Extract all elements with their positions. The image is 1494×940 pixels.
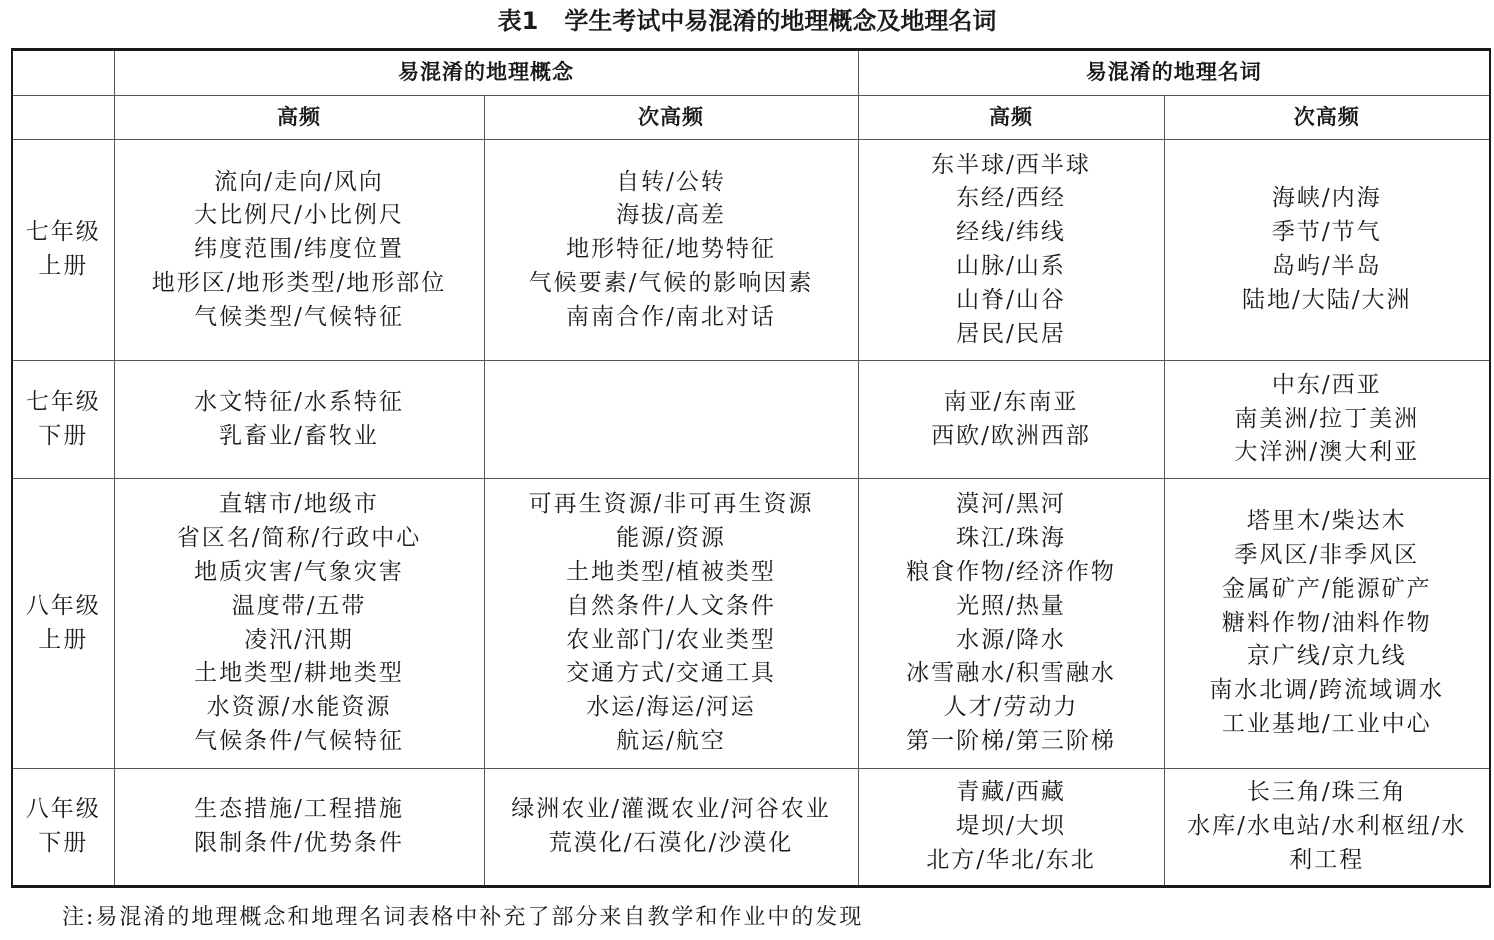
cell-line: 气候条件/气候特征 (194, 727, 404, 754)
cell-line: 南南合作/南北对话 (566, 303, 776, 330)
term-high-cell (858, 140, 1164, 361)
cell-line: 岛屿/半岛 (1271, 253, 1382, 279)
cell-line: 光照/热量 (956, 592, 1066, 619)
corner-cell (12, 50, 114, 96)
cell-line: 北方/华北/东北 (926, 846, 1096, 873)
cell-line: 航运/航空 (616, 727, 726, 754)
cell-line: 能源/资源 (616, 525, 726, 552)
cell-line: 大比例尺/小比例尺 (194, 202, 404, 229)
header-term-high: 高频 (858, 96, 1164, 140)
concept-sub-high-cell (484, 140, 858, 361)
table-row (12, 769, 1490, 887)
cell-line: 东半球/西半球 (931, 151, 1091, 178)
concept-high-cell (114, 479, 484, 769)
cell-line: 海峡/内海 (1271, 185, 1382, 212)
cell-line: 大洋洲/澳大利亚 (1234, 439, 1420, 466)
cell-line: 自然条件/人文条件 (566, 592, 776, 619)
cell-line: 直辖市/地级市 (219, 491, 379, 518)
cell-line: 流向/走向/风向 (214, 168, 384, 195)
term-sub-high-cell (1164, 479, 1490, 769)
cell-line: 京广线/京九线 (1246, 643, 1407, 670)
cell-line: 长三角/珠三角 (1246, 779, 1407, 806)
header-row-frequency (12, 96, 1490, 140)
cell-line: 南亚/东南亚 (943, 388, 1079, 415)
cell-line: 南水北调/跨流域调水 (1209, 677, 1445, 704)
cell-line: 水文特征/水系特征 (194, 388, 404, 415)
cell-line: 水资源/水能资源 (206, 694, 392, 721)
cell-line: 人才/劳动力 (943, 694, 1079, 721)
term-high-cell (858, 361, 1164, 479)
cell-line: 气候要素/气候的影响因素 (528, 269, 814, 296)
term-high-cell (858, 479, 1164, 769)
cell-line: 金属矿产/能源矿产 (1221, 575, 1432, 602)
cell-line: 东经/西经 (956, 185, 1066, 212)
cell-line: 糖料作物/油料作物 (1221, 609, 1432, 636)
cell-line: 工业基地/工业中心 (1221, 710, 1432, 737)
cell-line: 温度带/五带 (231, 592, 367, 619)
cell-line: 限制条件/优势条件 (194, 830, 404, 856)
table-body (12, 140, 1490, 887)
grade-cell: 七年级 下册 (12, 361, 114, 479)
table-caption (0, 4, 1494, 38)
cell-line: 水库/水电站/水利枢纽/水 (1187, 813, 1467, 840)
cell-line: 冰雪融水/积雪融水 (906, 660, 1116, 687)
cell-line: 土地类型/耕地类型 (194, 660, 404, 687)
concept-high-cell (114, 769, 484, 887)
concept-sub-high-cell (484, 361, 858, 479)
cell-line: 地形区/地形类型/地形部位 (151, 269, 447, 296)
cell-line: 可再生资源/非可再生资源 (528, 491, 814, 518)
concept-sub-high-cell (484, 769, 858, 887)
table-row (12, 361, 1490, 479)
cell-line: 农业部门/农业类型 (566, 626, 776, 653)
confusable-terms-table (11, 48, 1491, 888)
cell-line: 荒漠化/石漠化/沙漠化 (548, 830, 794, 856)
table-title: 学生考试中易混淆的地理概念及地理名词 (564, 7, 997, 35)
table-row (12, 479, 1490, 769)
cell-line: 水源/降水 (956, 626, 1066, 653)
cell-line: 交通方式/交通工具 (566, 660, 776, 687)
cell-line: 气候类型/气候特征 (194, 303, 404, 330)
grade-cell: 八年级 下册 (12, 769, 114, 887)
cell-line: 水运/海运/河运 (586, 694, 756, 721)
cell-line: 生态措施/工程措施 (194, 796, 404, 823)
cell-line: 省区名/简称/行政中心 (176, 525, 422, 552)
cell-line: 山脊/山谷 (956, 286, 1066, 313)
cell-line: 地质灾害/气象灾害 (194, 558, 404, 585)
cell-line: 珠江/珠海 (956, 525, 1066, 552)
term-sub-high-cell (1164, 769, 1490, 887)
header-concept-high: 高频 (114, 96, 484, 140)
cell-line: 塔里木/柴达木 (1246, 508, 1407, 535)
cell-line: 山脉/山系 (956, 253, 1066, 279)
header-term-sub-high: 次高频 (1164, 96, 1490, 140)
corner-cell-2 (12, 96, 114, 140)
cell-line: 中东/西亚 (1271, 371, 1382, 398)
cell-line: 陆地/大陆/大洲 (1242, 286, 1412, 313)
cell-line: 西欧/欧洲西部 (931, 422, 1091, 449)
cell-line: 堤坝/大坝 (956, 813, 1066, 840)
cell-line: 地形特征/地势特征 (566, 236, 776, 263)
cell-line: 绿洲农业/灌溉农业/河谷农业 (511, 796, 831, 823)
term-sub-high-cell (1164, 140, 1490, 361)
cell-line: 乳畜业/畜牧业 (219, 422, 379, 449)
header-row-groups (12, 50, 1490, 96)
table-note: 注:易混淆的地理概念和地理名词表格中补充了部分来自教学和作业中的发现 (62, 905, 864, 930)
header-terms: 易混淆的地理名词 (858, 50, 1490, 96)
cell-line: 经线/纬线 (956, 219, 1066, 246)
cell-line: 居民/民居 (956, 320, 1066, 347)
term-high-cell (858, 769, 1164, 887)
cell-line: 土地类型/植被类型 (566, 558, 776, 585)
grade-cell: 七年级 上册 (12, 140, 114, 361)
table-row (12, 140, 1490, 361)
cell-line: 青藏/西藏 (956, 779, 1066, 806)
term-sub-high-cell (1164, 361, 1490, 479)
header-concepts: 易混淆的地理概念 (114, 50, 858, 96)
cell-line: 第一阶梯/第三阶梯 (906, 727, 1116, 754)
cell-line: 海拔/高差 (616, 202, 726, 229)
cell-line: 纬度范围/纬度位置 (194, 236, 404, 263)
header-concept-sub-high: 次高频 (484, 96, 858, 140)
cell-line: 粮食作物/经济作物 (906, 558, 1116, 585)
cell-line: 南美洲/拉丁美洲 (1234, 405, 1420, 432)
concept-sub-high-cell (484, 479, 858, 769)
cell-line: 自转/公转 (616, 168, 726, 195)
cell-line: 利工程 (1289, 846, 1365, 873)
cell-line: 季风区/非季风区 (1234, 542, 1420, 568)
grade-cell: 八年级 上册 (12, 479, 114, 769)
table-number: 表1 (497, 7, 539, 35)
concept-high-cell (114, 140, 484, 361)
cell-line: 漠河/黑河 (956, 491, 1066, 518)
cell-line: 季节/节气 (1271, 219, 1382, 246)
cell-line: 凌汛/汛期 (244, 626, 354, 653)
concept-high-cell (114, 361, 484, 479)
